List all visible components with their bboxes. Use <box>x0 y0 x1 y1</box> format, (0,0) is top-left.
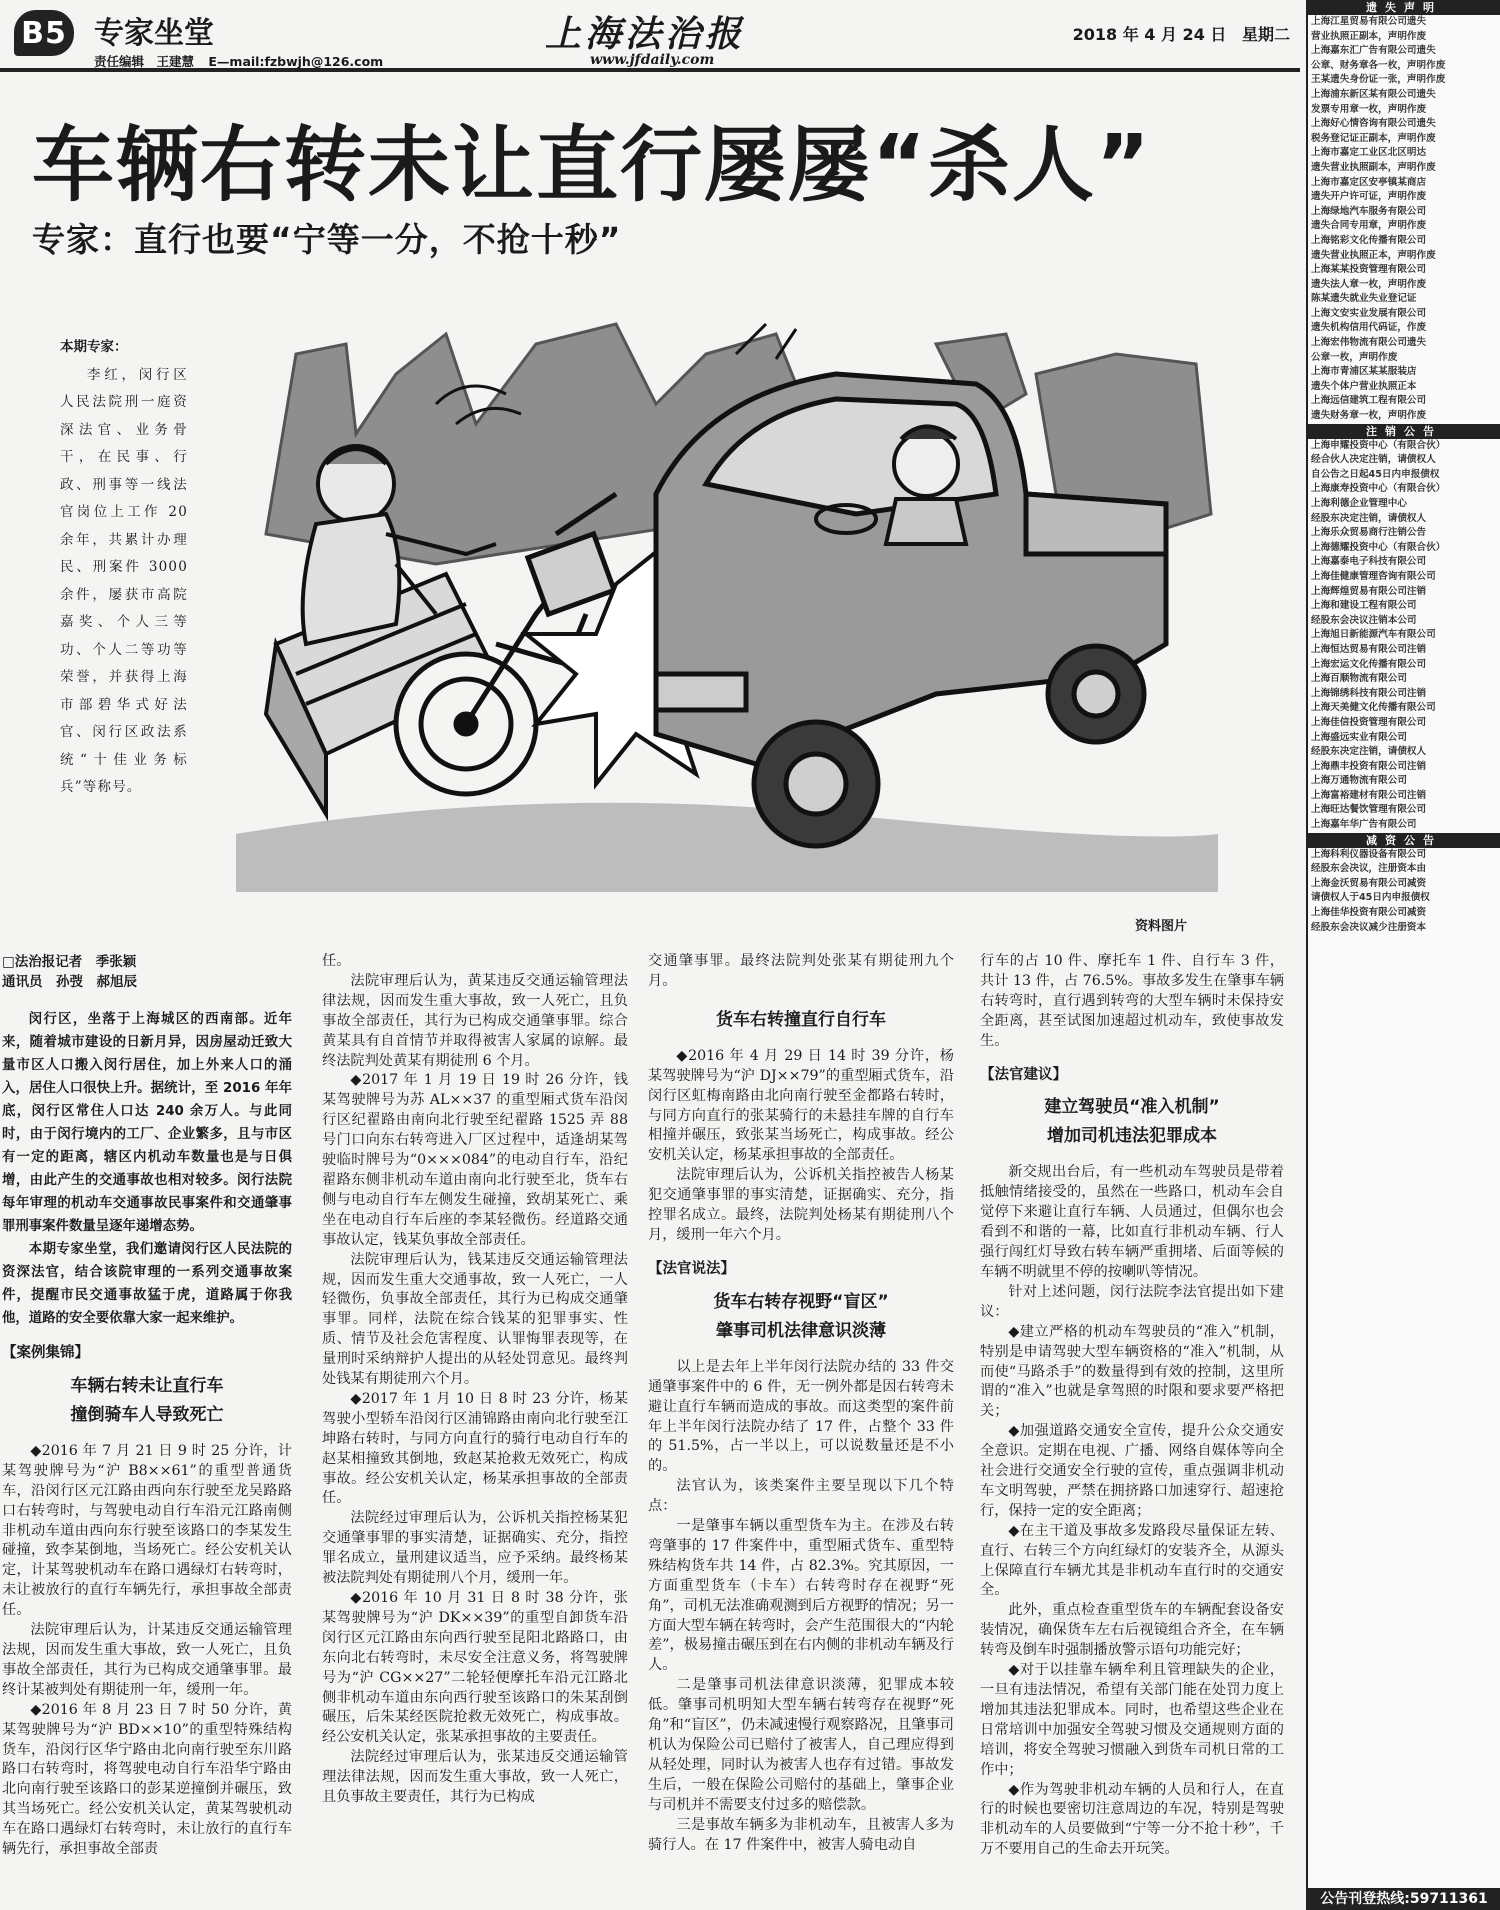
classified-line: 上海某某投资管理有限公司 <box>1311 264 1427 276</box>
expert-bio: 李红，闵行区人民法院刑一庭资深法官、业务骨干，在民事、行政、刑事等一线法官岗位上工作 20 余年，共累计办理民、刑案件 3000 余件，屡获市高院嘉奖、个人三等功、个人二等功等荣誉，并获得上海市部碧华式好法官、闵行区政法系统“十佳业务标兵”等称号。 <box>60 366 188 795</box>
subhead-case-2: 货车右转撞直行自行车 <box>716 1009 886 1030</box>
classified-line: 发票专用章一枚，声明作废 <box>1311 103 1427 115</box>
article-column-2 <box>322 952 628 1808</box>
classified-hotline: 公告刊登热线:59711361 <box>1308 1888 1500 1910</box>
subhead-line: 车辆右转未让直行车 <box>70 1375 224 1396</box>
classified-line: 上海嘉东汇广告有限公司遗失 <box>1311 45 1436 57</box>
classified-line: 营业执照正副本，声明作废 <box>1311 30 1427 42</box>
classified-line: 经股东决定注销，请债权人 <box>1311 512 1427 524</box>
body-paragraph: ◆2016 年 7 月 21 日 9 时 25 分许，计某驾驶牌号为“沪 B8××61”的重型普通货车，沿闵行区元江路由西向东行驶至龙吴路路口右转弯时，与驾驶电动自行车沿元江路南侧非机动车道由西向东行驶至该路口的李某发生碰撞，致李某倒地，当场死亡。经公安机关认定，计某驾驶机动车在路口遇绿灯右转弯时，未让被放行的直行车辆先行，承担事故全部责任。 <box>2 1442 292 1619</box>
issue-weekday: 星期二 <box>1241 25 1290 44</box>
subhead-judge-says <box>648 1288 954 1346</box>
classified-line: 遗失开户许可证，声明作废 <box>1311 191 1427 203</box>
classified-line: 经股东会决议减少注册资本 <box>1311 921 1427 933</box>
byline-correspondents: 通讯员 孙弢 郝旭辰 <box>2 974 137 990</box>
body-paragraph: ◆2016 年 10 月 31 日 8 时 38 分许，张某驾驶牌号为“沪 DK××39”的重型自卸货车沿闵行区元江路由东向西行驶至昆阳北路路口，由东向北右转弯时，未尽安全注意义务，将驾驶牌号为“沪 CG××27”二轮轻便摩托车沿元江路北侧非机动车道由东向西行驶至该路口的朱某刮倒碾压，后朱某经医院抢救无效死亡，构成事故。经公安机关认定，张某承担事故的主要责任。 <box>322 1590 628 1746</box>
body-paragraph: 法院经过审理后认为，张某违反交通运输管理法律法规，因而发生重大事故，致一人死亡，且负事故主要责任，其行为已构成 <box>322 1749 628 1806</box>
body-paragraph: 一是肇事车辆以重型货车为主。在涉及右转弯肇事的 17 件案件中，重型厢式货车、重型特殊结构货车共 14 件，占 82.3%。究其原因，一方面重型货车（卡车）右转弯时存在视野“死角”，司机无法准确观测到后方视野的情况；另一方面大型车辆在转弯时，会产生范围很大的“内轮差”，极易撞击碾压到在右内侧的非机动车辆及行人。 <box>648 1518 954 1674</box>
lead-paragraph: 闵行区，坐落于上海城区的西南部。近年来，随着城市建设的日新月异，因房屋动迁致大量市区人口搬入闵行居住，加上外来人口的涌入，居住人口很快上升。据统计，至 2016 年年底，闵行区常住人口达 240 余万人。与此同时，由于闵行境内的工厂、企业繁多，且与市区有一定的距离，辖区内机动车数量也是与日俱增，由此产生的交通事故也相对较多。闵行法院每年审理的机动车交通事故民事案件和交通肇事罪刑事案件数量呈逐年递增态势。 <box>2 1012 292 1234</box>
issue-date-text: 2018 年 4 月 24 日 <box>1072 25 1227 44</box>
classified-line: 上海市青浦区某某服装店 <box>1311 366 1417 378</box>
classified-line: 上海好心情咨询有限公司遗失 <box>1311 118 1436 130</box>
body-paragraph: ◆2016 年 8 月 23 日 7 时 50 分许，黄某驾驶牌号为“沪 BD××10”的重型特殊结构货车，沿闵行区华宁路由北向南行驶至东川路路口右转弯时，将驾驶电动自行车沿华宁路由北向南行驶至该路口的彭某逆撞倒并碾压，致其当场死亡。经公安机关认定，黄某驾驶机动车在路口遇绿灯右转弯时，未让放行的直行车辆先行，承担事故全部责 <box>2 1701 292 1858</box>
body-paragraph: 法院审理后认为，公诉机关指控被告人杨某犯交通肇事罪的事实清楚，证据确实、充分，指控罪名成立。最终，法院判处杨某有期徒刑八个月，缓刑一年六个月。 <box>648 1167 954 1243</box>
article-headline: 车辆右转未让直行屡屡“杀人” <box>32 118 1152 213</box>
body-paragraph: ◆2016 年 4 月 29 日 14 时 39 分许，杨某驾驶牌号为“沪 DJ××79”的重型厢式货车，沿闵行区虹梅南路由北向南行驶至金都路右转时，与同方向直行的张某骑行的未悬挂车牌的自行车相撞并碾压，致张某当场死亡，构成事故。经公安机关认定，杨某承担事故的全部责任。 <box>648 1047 954 1164</box>
body-paragraph: 三是事故车辆多为非机动车，且被害人多为骑行人。在 17 件案件中，被害人骑电动自 <box>648 1816 954 1853</box>
lead-paragraph: 本期专家坐堂，我们邀请闵行区人民法院的资深法官，结合该院审理的一系列交通事故案件，提醒市民交通事故猛于虎，道路属于你我他，道路的安全要依靠大家一起来维护。 <box>2 1242 292 1326</box>
classified-line: 王某遗失身份证一张，声明作废 <box>1311 74 1446 86</box>
classified-line: 上海万通物流有限公司 <box>1311 775 1407 787</box>
classified-line: 上海和建设工程有限公司 <box>1311 600 1417 612</box>
classified-line: 上海金沃贸易有限公司减资 <box>1311 877 1427 889</box>
byline <box>2 952 292 992</box>
classified-block-deregister <box>1308 439 1500 833</box>
section-tag-cases: 【案例集锦】 <box>2 1345 89 1361</box>
article-column-3 <box>648 952 954 1855</box>
classified-line: 上海鼎丰投资有限公司注销 <box>1311 760 1427 772</box>
body-paragraph: ◆在主干道及事故多发路段尽量保证左转、直行、右转三个方向红绿灯的安装齐全，从源头上保障直行车辆尤其是非机动车直行时的交通安全。 <box>980 1522 1284 1599</box>
classified-line: 遗失机构信用代码证，作废 <box>1311 322 1427 334</box>
classified-line: 上海康寿投资中心（有限合伙） <box>1311 483 1446 495</box>
newspaper-masthead: 上海法治报 <box>545 13 746 55</box>
classified-line: 上海宏运文化传播有限公司 <box>1311 658 1427 670</box>
article-subheadline: 专家：直行也要“宁等一分，不抢十秒” <box>32 220 622 259</box>
classified-block-capital-reduction <box>1308 848 1500 936</box>
subhead-judge-advice <box>980 1093 1284 1151</box>
expert-label: 本期专家： <box>60 339 128 355</box>
classified-line: 经股东会决议注销本公司 <box>1311 614 1417 626</box>
body-paragraph: ◆作为驾驶非机动车辆的人员和行人，在直行的时候也要密切注意周边的车况，特别是驾驶非机动车的人员要做到“宁等一分不抢十秒”，千万不要用自己的生命去开玩笑。 <box>980 1781 1284 1858</box>
subhead-line: 撞倒骑车人导致死亡 <box>70 1404 224 1425</box>
classified-line: 上海绿地汽车服务有限公司 <box>1311 205 1427 217</box>
classified-line: 经股东决定注销，请债权人 <box>1311 746 1427 758</box>
body-paragraph: 交通肇事罪。最终法院判处张某有期徒刑九个月。 <box>648 953 954 989</box>
classified-line: 上海百顺物流有限公司 <box>1311 673 1407 685</box>
classified-line: 上海乐众贸易商行注销公告 <box>1311 527 1427 539</box>
classified-heading-lost: 遗失声明 <box>1308 0 1500 15</box>
classified-line: 公章、财务章各一枚，声明作废 <box>1311 59 1446 71</box>
classified-line: 上海嘉年华广告有限公司 <box>1311 819 1417 831</box>
body-paragraph: 二是肇事司机法律意识淡薄，犯罪成本较低。肇事司机明知大型车辆右转弯存在视野“死角”和“盲区”，仍未减速慢行观察路况，且肇事司机认为保险公司已赔付了被害人，自己理应得到从轻处理，同时认为被害人也存有过错。事故发生后，一般在保险公司赔付的基础上，肇事企业与司机并不需要支付过多的赔偿款。 <box>648 1677 954 1813</box>
subhead-line: 肇事司机法律意识淡薄 <box>716 1320 886 1341</box>
editor-line <box>94 52 393 70</box>
classified-line: 上海浦东新区某有限公司遗失 <box>1311 88 1436 100</box>
editor-email: E—mail:fzbwjh@126.com <box>208 54 384 69</box>
body-paragraph: 法官认为，该类案件主要呈现以下几个特点： <box>648 1478 954 1515</box>
expert-profile <box>60 334 188 802</box>
subhead-line: 增加司机违法犯罪成本 <box>1047 1126 1217 1147</box>
section-name: 专家坐堂 <box>94 16 214 51</box>
accident-illustration <box>236 314 1218 892</box>
classified-line: 自公告之日起45日内申报债权 <box>1311 468 1440 480</box>
classified-line: 陈某遗失就业失业登记证 <box>1311 293 1417 305</box>
classified-line: 上海文安实业发展有限公司 <box>1311 307 1427 319</box>
newspaper-url[interactable]: www.jfdaily.com <box>590 52 715 68</box>
classified-line: 上海天美健文化传播有限公司 <box>1311 702 1436 714</box>
classified-line: 上海旺达餐饮管理有限公司 <box>1311 804 1427 816</box>
classified-line: 上海科利仪器设备有限公司 <box>1311 848 1427 860</box>
subhead-case-1 <box>2 1372 292 1430</box>
classified-line: 上海嘉泰电子科技有限公司 <box>1311 556 1427 568</box>
subhead-line: 建立驾驶员“准入机制” <box>1044 1097 1220 1118</box>
classified-line: 上海铭彩文化传播有限公司 <box>1311 234 1427 246</box>
classified-line: 税务登记证正副本，声明作废 <box>1311 132 1436 144</box>
classified-line: 上海远信建筑工程有限公司 <box>1311 395 1427 407</box>
classified-line: 遗失营业执照正本，声明作废 <box>1311 249 1436 261</box>
classified-line: 上海江星贸易有限公司遗失 <box>1311 16 1427 27</box>
classified-line: 上海利德企业管理中心 <box>1311 498 1407 509</box>
classified-notices-column <box>1306 0 1500 1910</box>
body-paragraph: 法院审理后认为，钱某违反交通运输管理法规，因而发生重大交通事故，致一人死亡，一人轻微伤，负事故全部责任，其行为已构成交通肇事罪。同样，法院在综合钱某的犯罪事实、性质、情节及社会危害程度、认罪悔罪表现等，在量刑时采纳辩护人提出的从轻处罚意见。最终判处钱某有期徒刑六个月。 <box>322 1251 628 1388</box>
classified-line: 经股东会决议，注册资本由 <box>1311 863 1427 875</box>
classified-line: 上海旭日新能源汽车有限公司 <box>1311 629 1436 641</box>
classified-line: 上海富裕建材有限公司注销 <box>1311 789 1427 801</box>
article-lead <box>2 1008 292 1330</box>
classified-line: 遗失个体户营业执照正本 <box>1311 380 1417 392</box>
classified-line: 上海宏伟物流有限公司遗失 <box>1311 337 1427 349</box>
classified-line: 遗失法人章一枚，声明作废 <box>1311 278 1427 290</box>
body-paragraph: ◆2017 年 1 月 10 日 8 时 23 分许，杨某驾驶小型轿车沿闵行区浦锦路由南向北行驶至江坤路右转时，与同方向直行的骑行电动自行车的赵某相撞致其倒地，致赵某抢救无效死亡，构成事故。经公安机关认定，杨某承担事故的全部责任。 <box>322 1390 628 1507</box>
classified-line: 公章一枚，声明作废 <box>1311 351 1398 363</box>
body-paragraph: 以上是去年上半年闵行法院办结的 33 件交通肇事案件中的 6 件，无一例外都是因右转弯未避让直行车辆而造成的事故。而这类型的案件前年上半年闵行法院办结了 17 件，占整个 33 件的 51.5%，占一半以上，可以说数量还是不小的。 <box>648 1358 954 1475</box>
classified-line: 上海申耀投资中心（有限合伙） <box>1311 439 1446 451</box>
classified-line: 遗失合同专用章，声明作废 <box>1311 220 1427 232</box>
classified-heading-deregister: 注销公告 <box>1308 424 1500 439</box>
classified-heading-capital-reduction: 减资公告 <box>1308 833 1500 848</box>
body-paragraph: 此外，重点检查重型货车的车辆配套设备安装情况，确保货车左右后视镜组合齐全，在车辆转弯及倒车时强制播放警示语句功能完好； <box>980 1602 1284 1659</box>
body-paragraph: ◆2017 年 1 月 19 日 19 时 26 分许，钱某驾驶牌号为苏 AL××37 的重型厢式货车沿闵行区纪翟路由南向北行驶至纪翟路 1525 弄 88 号门口向东右转弯进入厂区过程中，适逢胡某驾驶临时牌号为“0×××084”的电动自行车，沿纪翟路东侧非机动车道由南向北行驶至北，货车右侧与电动自行车左侧发生碰撞，致胡某死亡、乘坐在电动自行车后座的李某轻微伤。经道路交通事故认定，钱某负事故全部责任。 <box>322 1072 628 1248</box>
page-number-badge: B5 <box>14 10 74 56</box>
classified-line: 上海佳信投资管理有限公司 <box>1311 716 1427 728</box>
page-header <box>0 0 1300 72</box>
classified-line: 经合伙人决定注销，请债权人 <box>1311 454 1436 466</box>
classified-line: 请债权人于45日内申报债权 <box>1311 892 1430 904</box>
classified-line: 上海市嘉定区安亭镇某商店 <box>1311 176 1427 188</box>
classified-line: 上海佳健康管理咨询有限公司 <box>1311 570 1436 582</box>
classified-line: 遗失营业执照副本，声明作废 <box>1311 161 1436 173</box>
illustration-credit: 资料图片 <box>1135 919 1188 934</box>
body-paragraph: ◆对于以挂靠车辆牟利且管理缺失的企业，一旦有违法情况，希望有关部门能在处罚力度上增加其违法犯罪成本。同时，也希望这些企业在日常培训中加强安全驾驶习惯及交通规则方面的培训，将安全驾驶习惯融入到货车司机日常的工作中； <box>980 1662 1284 1778</box>
classified-line: 上海市嘉定工业区北区明达 <box>1311 147 1427 159</box>
classified-line: 上海德耀投资中心（有限合伙） <box>1311 541 1446 553</box>
section-tag-judge-advice: 【法官建议】 <box>980 1066 1067 1083</box>
body-paragraph: 新交规出台后，有一些机动车驾驶员是带着抵触情绪接受的，虽然在一些路口，机动车会自觉停下来避让直行车辆、人员通过，但偶尔也会看到不和谐的一幕，比如直行非机动车辆、行人强行闯红灯导致右转车辆严重拥堵、后面等候的车辆不明就里不停的按喇叭等情况。 <box>980 1164 1284 1280</box>
editor-name: 责任编辑 王建慧 <box>94 54 195 69</box>
body-paragraph: ◆建立严格的机动车驾驶员的“准入”机制，特别是申请驾驶大型车辆资格的“准入”机制，从而使“马路杀手”的数量得到有效的控制，这里所谓的“准入”也就是拿驾照的时限和要求要严格把关； <box>980 1323 1284 1420</box>
issue-date <box>1063 22 1290 45</box>
body-paragraph: 任。 <box>322 953 351 969</box>
classified-line: 上海盛远实业有限公司 <box>1311 731 1407 743</box>
classified-line: 上海锦绣科技有限公司注销 <box>1311 687 1427 699</box>
section-tag-judge-says: 【法官说法】 <box>648 1260 735 1277</box>
body-paragraph: 针对上述问题，闵行法院李法官提出如下建议： <box>980 1283 1284 1320</box>
body-paragraph: 行车的占 10 件、摩托车 1 件、自行车 3 件，共计 13 件，占 76.5%。事故多发生在肇事车辆右转弯时，直行遇到转弯的大型车辆时未保持安全距离，甚至试图加速超过机动车，致使事故发生。 <box>980 953 1284 1049</box>
article-column-1 <box>2 952 292 1860</box>
classified-line: 遗失财务章一枚，声明作废 <box>1311 410 1427 422</box>
body-paragraph: 法院经过审理后认为，公诉机关指控杨某犯交通肇事罪的事实清楚，证据确实、充分，指控罪名成立，量刑建议适当，应予采纳。最终杨某被法院判处有期徒刑八个月，缓刑一年。 <box>322 1510 628 1587</box>
body-paragraph: 法院审理后认为，计某违反交通运输管理法规，因而发生重大事故，致一人死亡，且负事故全部责任，其行为已构成交通肇事罪。最终计某被判处有期徒刑一年，缓刑一年。 <box>2 1622 292 1698</box>
article-column-4 <box>980 952 1284 1860</box>
subhead-line: 货车右转存视野“盲区” <box>713 1291 889 1312</box>
byline-reporter: □法治报记者 季张颖 <box>2 954 137 970</box>
body-paragraph: 法院审理后认为，黄某违反交通运输管理法律法规，因而发生重大事故，致一人死亡，且负事故全部责任，其行为已构成交通肇事罪。综合黄某具有自首情节并取得被害人家属的谅解。最终法院判处黄某有期徒刑 6 个月。 <box>322 972 628 1069</box>
body-paragraph: ◆加强道路交通安全宣传，提升公众交通安全意识。定期在电视、广播、网络自媒体等向全社会进行交通安全行驶的宣传，重点强调非机动车文明驾驶，严禁在拥挤路口加速穿行、超速抢行，保持一定的安全距离； <box>980 1423 1284 1519</box>
classified-line: 上海恒达贸易有限公司注销 <box>1311 643 1427 655</box>
classified-line: 上海辉煌贸易有限公司注销 <box>1311 585 1427 597</box>
classified-block-lost <box>1308 15 1500 424</box>
classified-line: 上海佳华投资有限公司减资 <box>1311 907 1427 919</box>
